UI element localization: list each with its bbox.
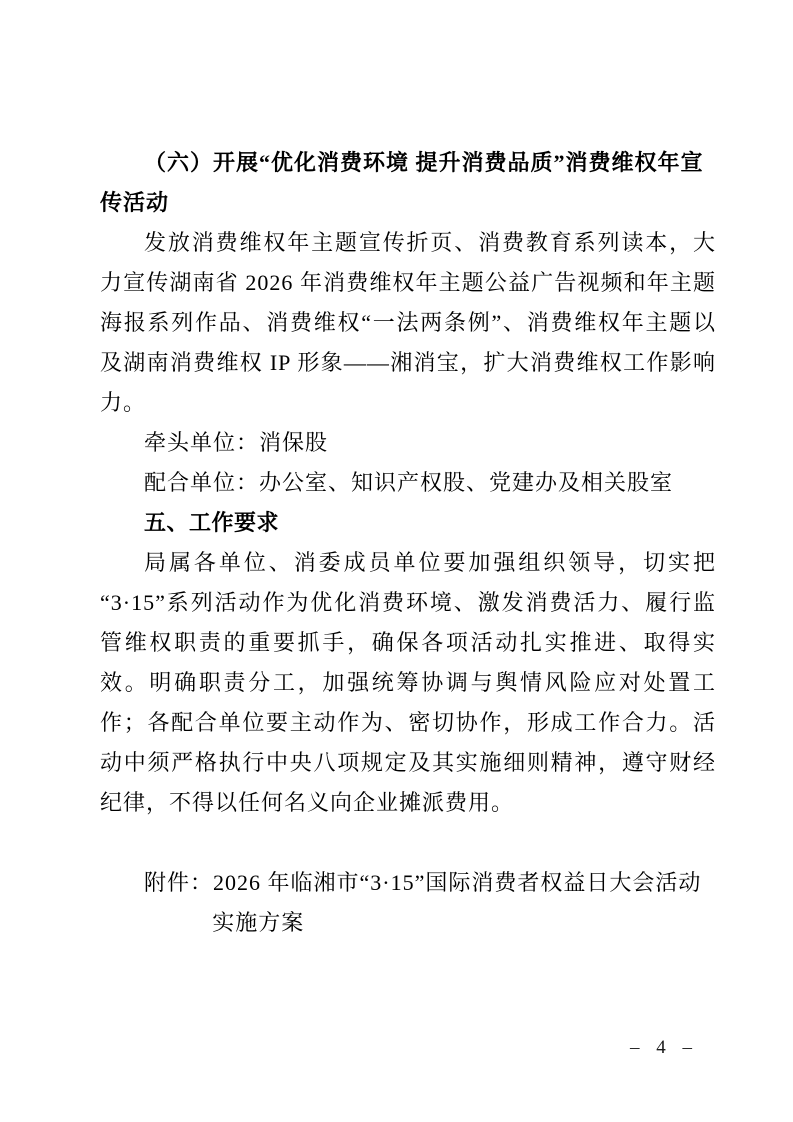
document-content xyxy=(100,143,716,943)
publicity-paragraph: 发放消费维权年主题宣传折页、消费教育系列读本，大力宣传湖南省 2026 年消费维权年主题公益广告视频和年主题海报系列作品、消费维权“一法两条例”、消费维权年主题以及湖南消费维权 IP 形象——湘消宝，扩大消费维权工作影响力。 xyxy=(100,230,716,415)
page-number: – 4 – xyxy=(630,1037,698,1058)
lead-unit-line: 牵头单位：消保股 xyxy=(144,430,329,455)
support-unit-line: 配合单位：办公室、知识产权股、党建办及相关股室 xyxy=(144,470,674,495)
attachment-block xyxy=(100,863,716,943)
section-5-heading: 五、工作要求 xyxy=(144,510,280,535)
attachment-text: 2026 年临湘市“3·15”国际消费者权益日大会活动实施方案 xyxy=(212,870,702,935)
attachment-label: 附件： xyxy=(144,870,214,895)
requirements-paragraph: 局属各单位、消委成员单位要加强组织领导，切实把“3·15”系列活动作为优化消费环境、激发消费活力、履行监管维权职责的重要抓手，确保各项活动扎实推进、取得实效。明确职责分工，加强统筹协调与舆情风险应对处置工作；各配合单位要主动作为、密切协作，形成工作合力。活动中须严格执行中央八项规定及其实施细则精神，遵守财经纪律，不得以任何名义向企业摊派费用。 xyxy=(100,550,716,815)
section-6-heading: （六）开展“优化消费环境 提升消费品质”消费维权年宣传活动 xyxy=(100,150,704,215)
